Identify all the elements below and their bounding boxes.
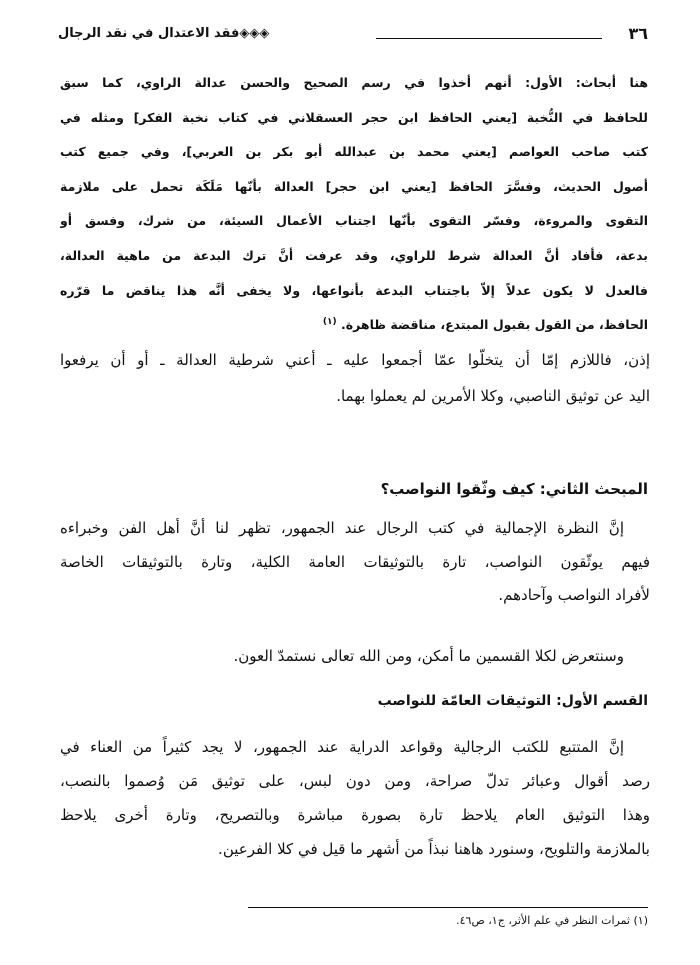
paragraph-line: فيهم يوثّقون النواصب، تارة بالتوثيقات العامة الكلية، وتارة بالتوثيقات الخاصة xyxy=(60,552,650,571)
paragraph-line: إنَّ النظرة الإجمالية في كتب الرجال عند الجمهور، تظهر لنا أنَّ أهل الفن وخبراءه xyxy=(60,519,624,537)
second-inquiry-paragraph xyxy=(60,512,650,613)
general-attestations-paragraph xyxy=(60,730,650,866)
paragraph-line: اليد عن توثيق الناصبي، وكلا الأمرين لم يعملوا بهما. xyxy=(336,387,650,405)
quote-line: للحافظ في النُّخبة [يعني الحافظ ابن حجر العسقلاني في كتاب نخبة الفكر] ومثله في xyxy=(60,109,648,125)
quote-line: كتب صاحب العواصم [يعني محمد بن عبدالله أبو بكر بن العربي]، وفي جميع كتب xyxy=(60,144,648,160)
paragraph-line: لأفراد النواصب وآحادهم. xyxy=(498,586,650,604)
paragraph-line: إذن، فاللازم إمّا أن يتخلّوا عمّا أجمعوا عليه ـ أعني شرطية العدالة ـ أو أن يرفعوا xyxy=(60,351,650,369)
section-heading-second-inquiry: المبحث الثاني: كيف وثّقوا النواصب؟ xyxy=(380,480,648,498)
quoted-passage xyxy=(60,66,648,343)
page-number: ٣٦ xyxy=(628,24,648,43)
quote-line: أصول الحديث، وفسَّرَ الحافظ [يعني ابن حجر] العدالة بأنّها مَلَكَة تحمل على ملازمة xyxy=(60,178,648,194)
header-rule xyxy=(376,38,602,39)
page-header xyxy=(58,24,648,50)
paragraph-line: وسنتعرض لكلا القسمين ما أمكن، ومن الله تعالى نستمدّ العون. xyxy=(233,647,624,665)
paragraph-line: بالملازمة والتلويح، وسنورد هاهنا نبذاً من أشهر ما قيل في كلا الفرعين. xyxy=(218,840,650,858)
closing-paragraph xyxy=(60,640,650,672)
subsection-heading-general-attestations: القسم الأول: التوثيقات العامّة للنواصب xyxy=(377,693,648,709)
quote-line: بدعة، فأفاد أنَّ العدالة شرط للراوي، وقد عرفت أنَّ ترك البدعة من ماهية العدالة، xyxy=(60,247,648,263)
quote-last-line xyxy=(60,308,648,343)
quote-line: هنا أبحاث: الأول: أنهم أخذوا في رسم الصحيح والحسن عدالة الراوي، كما سبق xyxy=(60,75,648,90)
paragraph-line: وهذا التوثيق العام يلاحظ تارة بصورة مباشرة وبالتصريح، وتارة أخرى يلاحظ xyxy=(60,806,650,824)
running-title: ◈◈◈فقد الاعتدال في نقد الرجال xyxy=(58,26,270,41)
footnote-reference[interactable]: (١) xyxy=(322,317,337,327)
footnote-text: (١) ثمرات النظر في علم الأثر، ج١، ص٤٦. xyxy=(456,914,648,927)
paragraph-line: إنَّ المتتبع للكتب الرجالية وقواعد الدراية عند الجمهور، لا يجد كثيراً من العناء في xyxy=(60,738,624,756)
conclusion-paragraph xyxy=(60,342,650,414)
quote-last-line-text: الحافظ، من القول بقبول المبتدع، مناقضة ظاهرة. xyxy=(341,317,648,333)
quote-line: التقوى والمروءة، وفسّر التقوى بأنّها اجتناب الأعمال السيئة، من شرك، وفسق أو xyxy=(60,213,648,229)
paragraph-line: رصد أقوال وعبائر تدلّ صراحة، ومن دون لبس، على توثيق مَن وُصموا بالنصب، xyxy=(60,772,650,790)
quote-line: فالعدل لا يكون عدلاً إلاّ باجتناب البدعة بأنواعها، ولا يخفى أنَّه هذا يناقض ما قرّره xyxy=(60,282,648,298)
footnote-divider xyxy=(248,907,648,908)
